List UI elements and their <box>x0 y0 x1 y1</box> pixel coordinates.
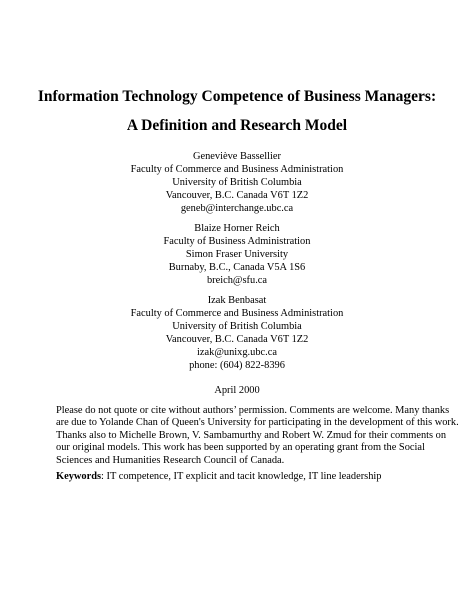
author-university: University of British Columbia <box>172 321 302 332</box>
note-line: our original models. This work has been supported by an operating grant from the Social <box>56 442 425 454</box>
author-phone: phone: (604) 822-8396 <box>189 360 285 371</box>
paper-date: April 2000 <box>214 385 260 396</box>
keywords <box>56 470 422 483</box>
author-name: Izak Benbasat <box>207 295 267 306</box>
author-address: Vancouver, B.C. Canada V6T 1Z2 <box>165 334 309 345</box>
author-university: Simon Fraser University <box>185 249 289 260</box>
author-block-bassellier <box>0 150 474 215</box>
acknowledgement-note <box>56 405 459 467</box>
note-line: Thanks also to Michelle Brown, V. Sambamurthy and Robert W. Zmud for their comments on <box>56 429 447 441</box>
author-address: Vancouver, B.C. Canada V6T 1Z2 <box>165 190 309 201</box>
note-line: Please do not quote or cite without authors’ permission. Comments are welcome. Many thanks <box>56 405 450 416</box>
paper-title-line-2: A Definition and Research Model <box>126 117 348 134</box>
author-university: University of British Columbia <box>172 177 302 188</box>
author-email: geneb@interchange.ubc.ca <box>180 203 294 214</box>
author-name: Geneviève Bassellier <box>193 151 281 162</box>
author-faculty: Faculty of Business Administration <box>163 236 311 247</box>
author-email: breich@sfu.ca <box>206 275 268 286</box>
note-line: Sciences and Humanities Research Council of Canada. <box>56 454 285 466</box>
note-line: are due to Yolande Chan of Queen's University for participating in the development of this work. <box>56 417 459 429</box>
author-block-reich <box>0 222 474 287</box>
keywords-label: Keywords <box>56 471 102 482</box>
author-faculty: Faculty of Commerce and Business Administration <box>130 308 344 319</box>
author-name: Blaize Horner Reich <box>194 223 280 234</box>
author-address: Burnaby, B.C., Canada V5A 1S6 <box>168 262 306 273</box>
paper-title-line-1: Information Technology Competence of Business Managers: <box>37 88 437 105</box>
author-block-benbasat <box>0 294 474 372</box>
keywords-text: : IT competence, IT explicit and tacit knowledge, IT line leadership <box>101 471 382 482</box>
author-email: izak@unixg.ubc.ca <box>197 347 277 358</box>
author-faculty: Faculty of Commerce and Business Administration <box>130 164 344 175</box>
